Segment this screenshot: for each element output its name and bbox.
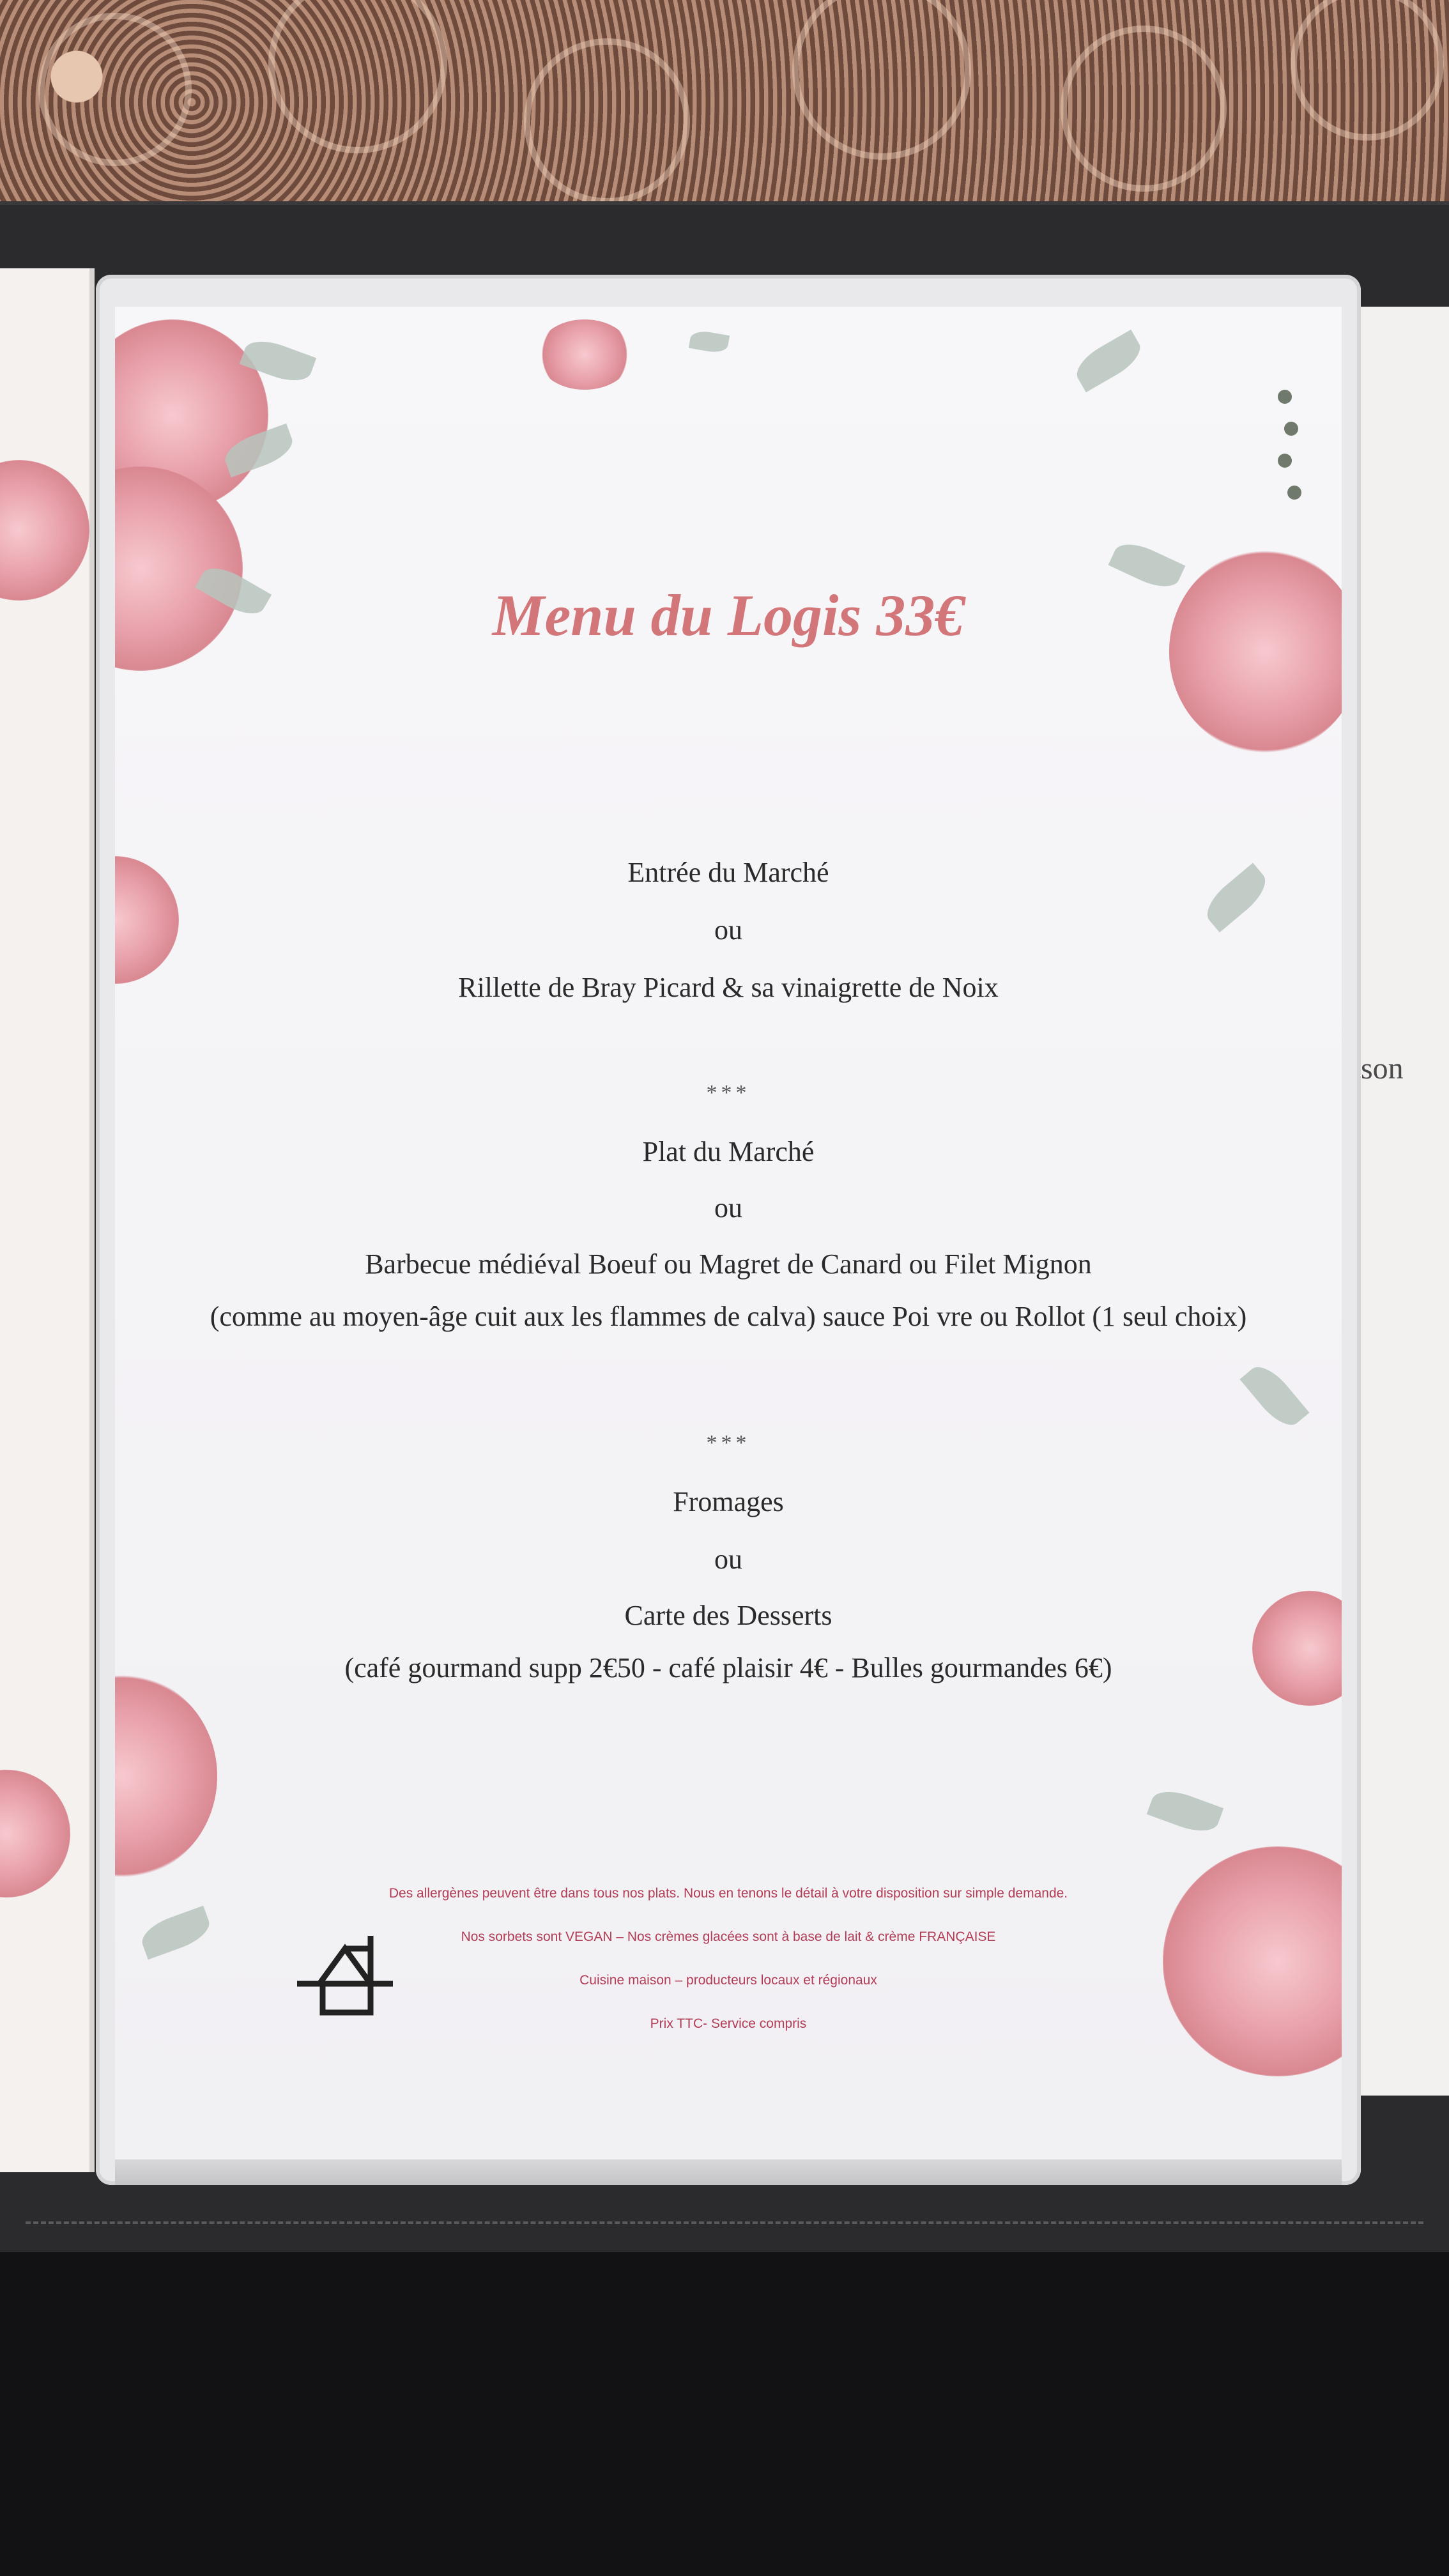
right-page: [1348, 307, 1449, 2096]
vegan-note: Nos sorbets sont VEGAN – Nos crèmes glacées sont à base de lait & crème FRANÇAISE: [461, 1929, 996, 1944]
dessert-menu: Carte des Desserts: [624, 1600, 832, 1631]
right-page-fragment: son: [1361, 1052, 1404, 1085]
menu-title: Menu du Logis 33€: [492, 583, 965, 648]
or-separator: ou: [714, 914, 742, 946]
course-separator: ***: [706, 1431, 751, 1455]
dessert-cheese: Fromages: [673, 1486, 784, 1517]
homemade-note: Cuisine maison – producteurs locaux et régionaux: [579, 1973, 877, 1988]
main-barbecue: Barbecue médiéval Boeuf ou Magret de Canard ou Filet Mignon: [365, 1248, 1092, 1280]
logis-house-logo-icon: [297, 1923, 393, 2019]
allergen-note: Des allergènes peuvent être dans tous nos plats. Nous en tenons le détail à votre disposition sur simple demande.: [388, 1886, 1068, 1901]
or-separator: ou: [714, 1544, 742, 1575]
menu-sheet: [115, 307, 1342, 2172]
coffee-note: (café gourmand supp 2€50 - café plaisir 4€ - Bulles gourmandes 6€): [344, 1652, 1112, 1683]
menu-content: [115, 307, 1342, 2172]
starter-market: Entrée du Marché: [627, 857, 829, 888]
main-barbecue-detail: (comme au moyen-âge cuit aux les flammes de calva) sauce Poi vre ou Rollot (1 seul choix): [210, 1301, 1247, 1332]
or-separator: ou: [714, 1192, 742, 1223]
dark-foreground: [0, 2252, 1449, 2576]
left-page: [0, 268, 95, 2172]
sleeve-bottom-edge: [115, 2159, 1342, 2185]
course-separator: ***: [706, 1081, 751, 1105]
placemat-background: [0, 0, 1449, 211]
main-market: Plat du Marché: [642, 1136, 815, 1167]
price-note: Prix TTC- Service compris: [650, 2016, 807, 2031]
starter-rillette: Rillette de Bray Picard & sa vinaigrette de Noix: [458, 972, 999, 1003]
